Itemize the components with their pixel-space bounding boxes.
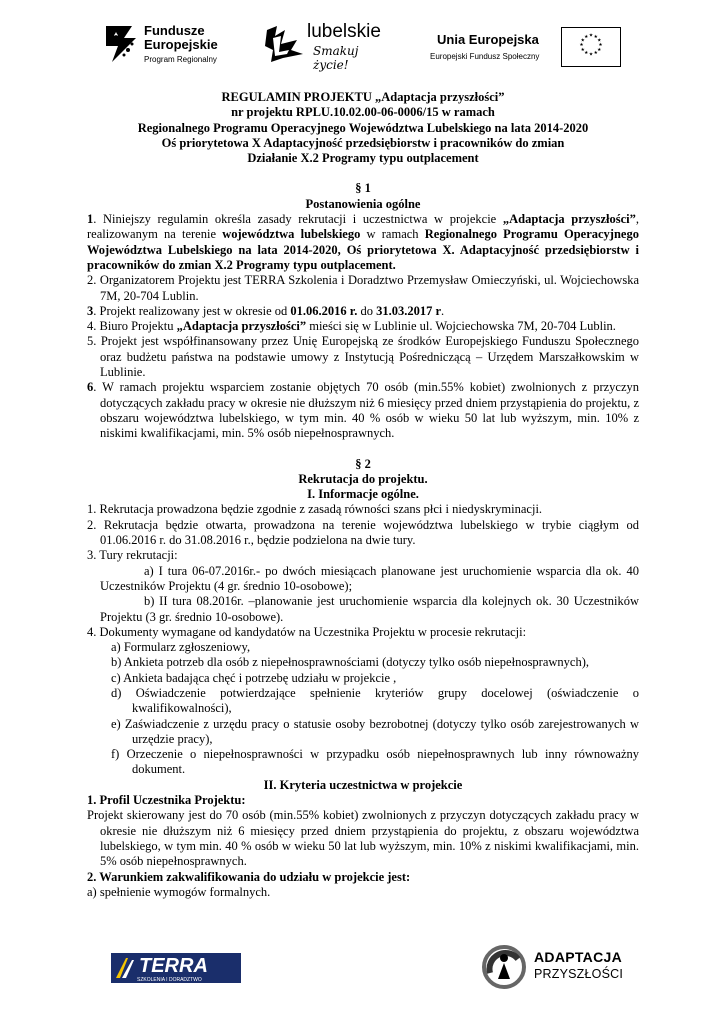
fe-star-icon: [104, 24, 138, 64]
s1-point-3: 3. Projekt realizowany jest w okresie od 01.06.2016 r. do 31.03.2017 r.: [87, 303, 445, 318]
svg-text:★: ★: [593, 51, 598, 57]
profile-heading: 1. Profil Uczestnika Projektu:: [87, 793, 246, 808]
svg-text:★: ★: [597, 38, 602, 44]
s2-tura-a: a) I tura 06-07.2016r.- po dwóch miesiącach planowane jest uruchomienie wsparcia dla ok. 40 Uczestników Projektu (4 gr. średnio 10-osobowe);: [100, 563, 639, 593]
fe-line3: Program Regionalny: [144, 55, 217, 64]
svg-text:★: ★: [588, 33, 594, 39]
s2-tura-b: b) II tura 08.2016r. –planowanie jest uruchomienie wsparcia dla kolejnych ok. 30 Uczestników Projektu (3 gr. średnio 10-osobowe).: [100, 594, 639, 624]
adaptacja-logo: [482, 943, 622, 993]
svg-text:★: ★: [579, 43, 584, 49]
section1-mark: § 1: [355, 181, 371, 196]
svg-text:★: ★: [588, 52, 594, 58]
terra-swoosh-icon: [114, 956, 136, 980]
terra-logo: [111, 953, 241, 989]
ue-line2: Europejski Fundusz Społeczny: [430, 52, 540, 61]
fundusze-europejskie-logo: [104, 24, 234, 70]
svg-text:★: ★: [580, 38, 585, 44]
lubelskie-logo: [263, 22, 393, 70]
doc-item-e: e) Zaświadczenie z urzędu pracy o statusie osoby bezrobotnej (dotyczy tylko osób zarejestrowanych w urzędzie pracy),: [111, 716, 639, 746]
title-line3: Regionalnego Programu Operacyjnego Województwa Lubelskiego na lata 2014-2020: [137, 120, 589, 135]
svg-text:★: ★: [597, 47, 602, 53]
title-line2: nr projektu RPLU.10.02.00-06-0006/15 w ramach: [231, 105, 495, 120]
svg-text:★: ★: [584, 51, 589, 57]
svg-text:★: ★: [580, 47, 585, 53]
doc-item-c: c) Ankieta badająca chęć i potrzebę udziału w projekcie ,: [111, 670, 397, 685]
eu-flag-icon: [561, 27, 621, 67]
section2-sub2: II. Kryteria uczestnictwa w projekcie: [263, 777, 463, 792]
s2-item-1: 1. Rekrutacja prowadzona będzie zgodnie z zasadą równości szans płci i niedyskryminacji.: [87, 502, 543, 517]
header-logos: [0, 22, 725, 72]
fe-line1: Fundusze: [144, 23, 205, 38]
s1-point-5: 5. Projekt jest współfinansowany przez Unię Europejską ze środków Europejskiego Funduszu Społecznego oraz budżetu państwa na podstawie umowy z Instytucją Pośredniczącą – Urzędem Marszałkowskim w Lublinie.: [87, 334, 639, 380]
svg-text:★: ★: [584, 34, 589, 40]
fe-line2: Europejskie: [144, 37, 218, 52]
title-line4: Oś priorytetowa X Adaptacyjność przedsiębiorstw i pracowników do zmian: [161, 135, 565, 150]
s1-point-2: 2. Organizatorem Projektu jest TERRA Szkolenia i Doradztwo Przemysław Omieczyński, ul. Wojciechowska 7M, 20-704 Lublin.: [87, 273, 639, 303]
section1-heading: Postanowienia ogólne: [305, 196, 421, 211]
title-line5: Działanie X.2 Programy typu outplacement: [247, 151, 479, 166]
doc-item-b: b) Ankieta potrzeb dla osób z niepełnosprawnościami (dotyczy tylko osób niepełnosprawnych),: [111, 655, 590, 670]
s1-point-1: 1. Niniejszy regulamin określa zasady rekrutacji i uczestnictwa w projekcie „Adaptacja przyszłości”, realizowanym na terenie województwa lubelskiego w ramach Regionalnego Programu Operacyjnego Województwa Lubelskiego na lata 2014-2020, Oś priorytetowa X. Adaptacyjność przedsiębiorstw i pracowników do zmian X.2 Programy typu outplacement.: [87, 212, 639, 272]
section2-heading: Rekrutacja do projektu.: [298, 471, 428, 486]
adaptacja-line1: ADAPTACJA: [534, 949, 622, 965]
lubelskie-slogan: Smakuj życie!: [313, 44, 359, 72]
doc-item-f: f) Orzeczenie o niepełnosprawności w przypadku osób niepełnosprawnych lub inny równoważny dokument.: [111, 747, 639, 777]
s2-item-4: 4. Dokumenty wymagane od kandydatów na Uczestnika Projektu w procesie rekrutacji:: [87, 624, 527, 639]
doc-item-a: a) Formularz zgłoszeniowy,: [111, 640, 251, 655]
s1-point-6: 6. W ramach projektu wsparciem zostanie objętych 70 osób (min.55% kobiet) zwolnionych z przyczyn dotyczących zakładu pracy w okresie nie dłuższym niż 6 miesięcy przed dniem przystąpienia do projektu, z obszaru województwa lubelskiego, w tym min. 40 % osób w wieku 50 lat lub wyższym, min. 10% z niskimi kwalifikacjami, min. 5% osób niepełnosprawnych.: [87, 380, 639, 441]
terra-name: TERRA: [139, 955, 208, 977]
lubelskie-mark-icon: [263, 24, 305, 64]
qualification-item-a: a) spełnienie wymogów formalnych.: [87, 884, 271, 899]
document-body: [87, 90, 639, 900]
svg-text:★: ★: [593, 34, 598, 40]
profile-text: Projekt skierowany jest do 70 osób (min.55% kobiet) zwolnionych z przyczyn dotyczących zakładu pracy w okresie nie dłuższym niż 6 miesięcy przed dniem przystąpienia do projektu, z obszaru województwa lubelskiego, w tym min. 40 % osób w wieku 50 lat lub wyższym, min. 10% z niskimi kwalifikacjami, min. 5% osób niepełnosprawnych.: [87, 808, 639, 869]
adaptacja-mark-icon: [482, 943, 526, 991]
s2-item-2: 2. Rekrutacja będzie otwarta, prowadzona na terenie województwa lubelskiego w trybie ciągłym od 01.06.2016 r. do 31.08.2016 r., będzie podzielona na dwie tury.: [87, 517, 639, 548]
doc-item-d: d) Oświadczenie potwierdzające spełnienie kryteriów grupy docelowej (oświadczenie o kwalifikowalności),: [111, 685, 639, 716]
title-line1: REGULAMIN PROJEKTU „Adaptacja przyszłości”: [221, 90, 505, 104]
s1-point-4: 4. Biuro Projektu „Adaptacja przyszłości” mieści się w Lublinie ul. Wojciechowska 7M, 20-704 Lublin.: [87, 319, 616, 334]
qualification-heading: 2. Warunkiem zakwalifikowania do udziału w projekcie jest:: [87, 869, 411, 884]
section2-sub1: I. Informacje ogólne.: [307, 487, 419, 502]
ue-line1: Unia Europejska: [437, 32, 539, 47]
terra-sub: SZKOLENIA I DORADZTWO: [137, 977, 202, 983]
section2-mark: § 2: [355, 456, 371, 471]
svg-text:★: ★: [598, 43, 603, 49]
lubelskie-name: lubelskie: [307, 21, 381, 42]
s2-item-3: 3. Tury rekrutacji:: [87, 548, 178, 563]
adaptacja-line2: PRZYSZŁOŚCI: [534, 967, 624, 981]
